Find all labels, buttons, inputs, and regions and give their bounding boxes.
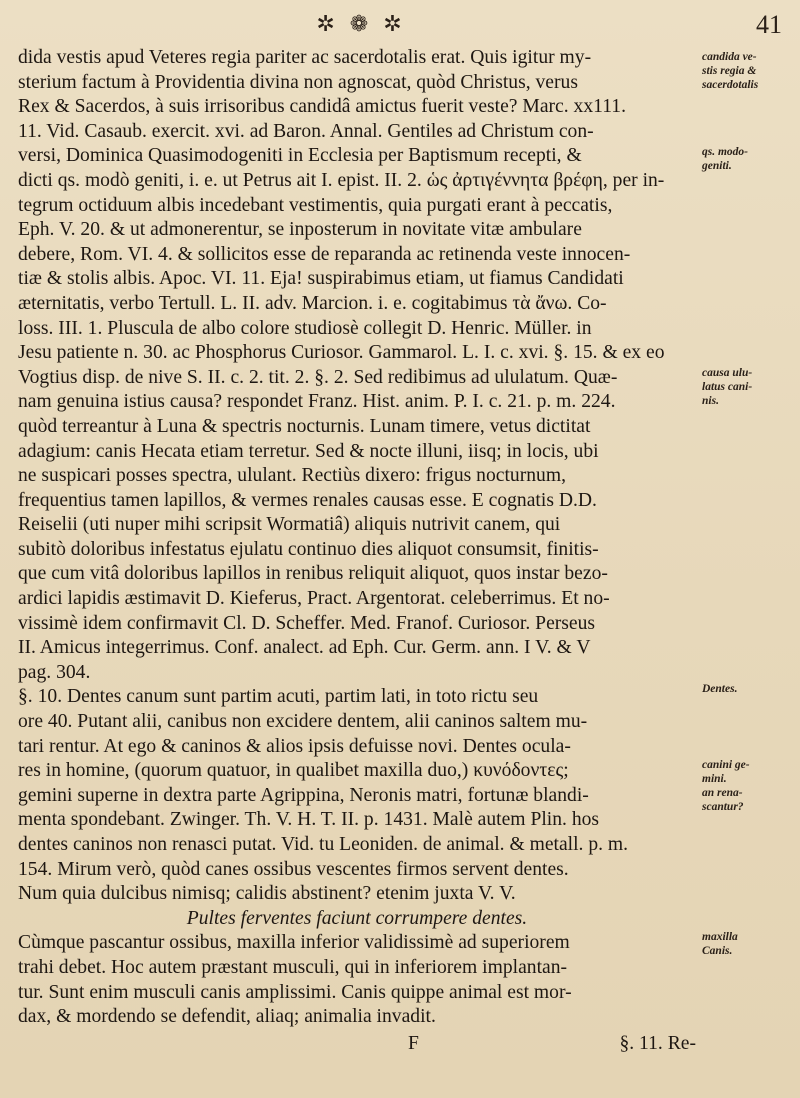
text-line: menta spondebant. Zwinger. Th. V. H. T. II. p. 1431. Malè autem Plin. hos [18, 809, 600, 831]
text-line: dida vestis apud Veteres regia pariter ac sacerdotalis erat. Quis igitur my- [18, 47, 592, 68]
text-line: sterium factum à Providentia divina non agnoscat, quòd Christus, verus [18, 71, 578, 93]
text-line: Eph. V. 20. & ut admonerentur, se inposterum in novitate vitæ ambulare [18, 219, 582, 241]
text-line: nam genuina istius causa? respondet Franz. Hist. anim. P. I. c. 21. p. m. 224. [18, 391, 616, 413]
text-line: 154. Mirum verò, quòd canes ossibus vescentes firmos servent dentes. [18, 858, 569, 880]
verse-quotation: Pultes ferventes faciunt corrumpere dentes. [186, 907, 528, 929]
page-number: 41 [756, 10, 782, 39]
margin-note-canini-gemini: canini ge- mini. an rena- scantur? [702, 759, 750, 813]
margin-note-dentes: Dentes. [702, 683, 738, 695]
text-line: 11. Vid. Casaub. exercit. xvi. ad Baron. Annal. Gentiles ad Christum con- [18, 120, 594, 142]
text-line: tiæ & stolis albis. Apoc. VI. 11. Eja! suspirabimus etiam, ut fiamus Candidati [18, 268, 624, 290]
text-line: Vogtius disp. de nive S. II. c. 2. tit. 2. §. 2. Sed redibimus ad ululatum. Quæ- [18, 366, 618, 388]
text-line: frequentius tamen lapillos, & vermes renales causas esse. E cognatis D.D. [18, 489, 597, 511]
text-line: tur. Sunt enim musculi canis amplissimi. Canis quippe animal est mor- [18, 981, 572, 1003]
text-line: tegrum octiduum albis incedebant vestimentis, quia purgati erant à peccatis, [18, 194, 613, 216]
text-line: pag. 304. [18, 661, 91, 683]
main-text-block [18, 46, 696, 1058]
text-line: §. 10. Dentes canum sunt partim acuti, partim lati, in toto rictu seu [18, 686, 539, 708]
text-line: æternitatis, verbo Tertull. L. II. adv. Marcion. i. e. cogitabimus τὰ ἄνω. Co- [18, 292, 607, 314]
text-line: ardici lapidis æstimavit D. Kieferus, Pract. Argentorat. celeberrimus. Et no- [18, 588, 610, 610]
text-line: debere, Rom. VI. 4. & sollicitos esse de reparanda ac retinenda veste innocen- [18, 243, 631, 265]
text-line: ore 40. Putant alii, canibus non excidere dentem, alii caninos saltem mu- [18, 711, 588, 733]
text-line: trahi debet. Hoc autem præstant musculi, qui in inferiorem implantan- [18, 956, 568, 978]
text-line: ne suspicari posses spectra, ululant. Rectiùs dixero: frigus nocturnum, [18, 465, 566, 487]
text-line: dentes caninos non renasci putat. Vid. tu Leoniden. de animal. & metall. p. m. [18, 834, 629, 855]
text-line: Reiselii (uti nuper mihi scripsit Wormatiâ) aliquis nutrivit canem, qui [18, 514, 561, 536]
text-line: dicti qs. modò geniti, i. e. ut Petrus ait I. epist. II. 2. ὡς ἀρτιγέννητα βρέφη, per in- [18, 169, 665, 191]
paragraph-1 [18, 46, 696, 685]
text-line: res in homine, (quorum quatuor, in qualibet maxilla duo,) κυνόδοντες; [18, 760, 569, 782]
page-footer [18, 1032, 696, 1058]
margin-note-causa-ululatus: causa ulu- latus cani- nis. [702, 367, 753, 407]
text-line: Num quia dulcibus nimisq; calidis abstinent? etenim juxta V. V. [18, 883, 516, 905]
text-line: gemini superne in dextra parte Agrippina, Neronis matri, fortunæ blandi- [18, 784, 589, 806]
text-line: Jesu patiente n. 30. ac Phosphorus Curiosor. Gammarol. L. I. c. xvi. §. 15. & ex eo [18, 342, 665, 364]
section-10 [18, 685, 696, 906]
printers-ornament-icon: ✲ ❁ ✲ [316, 12, 406, 37]
text-line: subitò doloribus infestatus ejulatu continuo dies aliquot consumsit, finitis- [18, 538, 599, 560]
header-ornament [0, 8, 800, 44]
margin-note-maxilla-canis: maxilla Canis. [702, 931, 738, 957]
text-line: vissimè idem confirmavit Cl. D. Scheffer. Med. Franof. Curiosor. Perseus [18, 612, 596, 634]
text-line: que cum vitâ doloribus lapillos in renibus reliquit aliquot, quos instar bezo- [18, 563, 608, 585]
text-line: quòd terreantur à Luna & spectris nocturnis. Lunam timere, vetus dictitat [18, 415, 591, 437]
text-line: Rex & Sacerdos, à suis irrisoribus candidâ amictus fuerit veste? Marc. xx111. [18, 96, 626, 118]
margin-note-candida-vestis: candida ve- stis regia & sacerdotalis [702, 51, 759, 91]
text-line: loss. III. 1. Pluscula de albo colore studiosè collegit D. Henric. Müller. in [18, 317, 592, 339]
text-line: II. Amicus integerrimus. Conf. analect. ad Eph. Cur. Germ. ann. I V. & V [18, 637, 591, 659]
text-line: dax, & mordendo se defendit, aliaq; animalia invadit. [18, 1006, 436, 1028]
text-line: Cùmque pascantur ossibus, maxilla inferior validissimè ad superiorem [18, 932, 570, 954]
text-line: adagium: canis Hecata etiam terretur. Sed & nocte illuni, iisq; in locis, ubi [18, 440, 599, 462]
closing-paragraph [18, 931, 696, 1029]
signature-mark: F [408, 1032, 419, 1054]
text-line: tari rentur. At ego & caninos & alios ipsis defuisse novi. Dentes ocula- [18, 735, 571, 757]
text-line: versi, Dominica Quasimodogeniti in Ecclesia per Baptismum recepti, & [18, 145, 582, 167]
catchword: §. 11. Re- [619, 1032, 696, 1054]
margin-note-quasimodogeniti: qs. modo- geniti. [702, 146, 748, 172]
